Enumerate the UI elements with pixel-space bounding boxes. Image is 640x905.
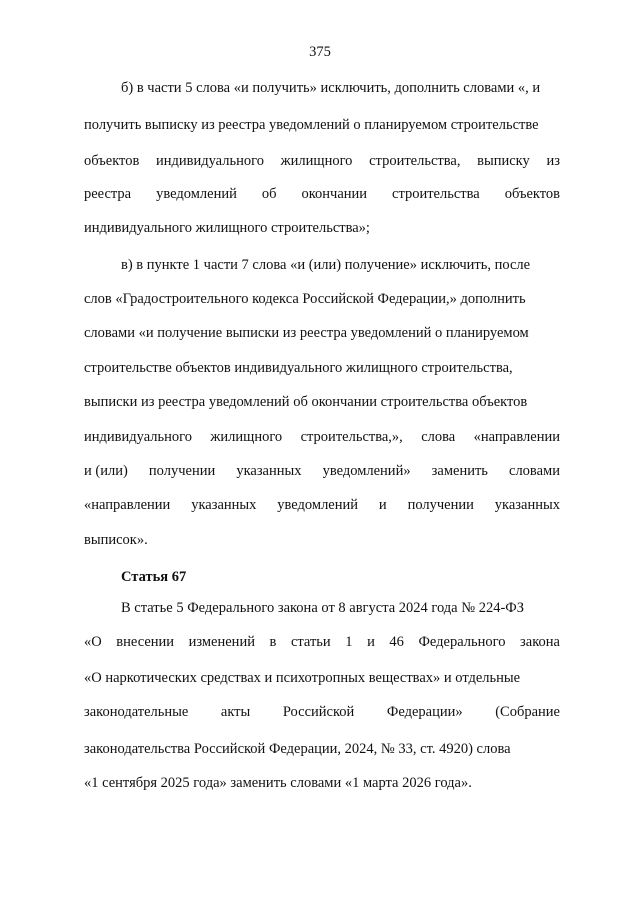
word: 46	[389, 634, 404, 650]
word: внесении	[116, 634, 175, 650]
paragraph-line	[84, 463, 560, 480]
word: получении	[407, 497, 474, 513]
word: указанных	[494, 497, 560, 513]
word: строительства	[392, 186, 480, 202]
word: законодательные	[84, 704, 189, 720]
word: об	[261, 186, 277, 202]
word: в	[269, 634, 277, 650]
word: и	[367, 634, 375, 650]
paragraph-line: индивидуального жилищного строительства»;	[84, 220, 370, 236]
word: (Собрание	[495, 704, 560, 720]
page-number: 375	[309, 44, 331, 60]
word: Российской	[282, 704, 355, 720]
word: указанных	[191, 497, 257, 513]
paragraph-line: «1 сентября 2025 года» заменить словами «1 марта 2026 года».	[84, 775, 472, 791]
word: получении	[148, 463, 216, 479]
word: Федерации»	[386, 704, 463, 720]
word: жилищного	[210, 429, 283, 445]
word: статьи	[290, 634, 331, 650]
paragraph-line: слов «Градостроительного кодекса Российской Федерации,» дополнить	[84, 291, 526, 307]
article-heading: Статья 67	[121, 569, 187, 585]
paragraph-line: б) в части 5 слова «и получить» исключить, дополнить словами «, и	[121, 80, 541, 96]
paragraph-line: В статье 5 Федерального закона от 8 августа 2024 года № 224-ФЗ	[121, 600, 525, 616]
paragraph-line: выписок».	[84, 532, 148, 548]
word: уведомлений	[156, 186, 237, 202]
word: объектов	[504, 186, 560, 202]
word: индивидуального	[155, 153, 264, 169]
word: словами	[509, 463, 560, 479]
word: 1	[345, 634, 353, 650]
word: уведомлений»	[322, 463, 411, 479]
paragraph-line	[84, 429, 560, 446]
word: и	[378, 497, 387, 513]
word: «направлении	[84, 497, 171, 513]
word: объектов	[84, 153, 140, 169]
paragraph-line: строительстве объектов индивидуального жилищного строительства,	[84, 360, 513, 376]
word: Федерального	[418, 634, 506, 650]
paragraph-line	[84, 497, 560, 514]
word: заменить	[431, 463, 488, 479]
paragraph-line: «О наркотических средствах и психотропных веществах» и отдельные	[84, 670, 521, 686]
word: уведомлений	[277, 497, 359, 513]
word: строительства,»,	[300, 429, 403, 445]
word: изменений	[188, 634, 255, 650]
word: реестра	[84, 186, 132, 202]
word: из	[546, 153, 560, 169]
word: закона	[520, 634, 560, 650]
paragraph-line	[84, 186, 560, 203]
word: окончании	[301, 186, 368, 202]
paragraph-line: выписки из реестра уведомлений об окончании строительства объектов	[84, 394, 528, 410]
paragraph-line: в) в пункте 1 части 7 слова «и (или) получение» исключить, после	[121, 257, 531, 273]
word: строительства,	[369, 153, 461, 169]
word: «О	[84, 634, 102, 650]
word: указанных	[236, 463, 302, 479]
paragraph-line	[84, 153, 560, 170]
word: индивидуального	[84, 429, 192, 445]
word: выписку	[477, 153, 530, 169]
paragraph-line: законодательства Российской Федерации, 2024, № 33, ст. 4920) слова	[84, 741, 511, 757]
word: слова	[421, 429, 456, 445]
word: акты	[220, 704, 251, 720]
paragraph-line	[84, 634, 560, 651]
paragraph-line: словами «и получение выписки из реестра уведомлений о планируемом	[84, 325, 529, 341]
word: «направлении	[473, 429, 560, 445]
paragraph-line	[84, 704, 560, 721]
word: жилищного	[280, 153, 353, 169]
paragraph-line: получить выписку из реестра уведомлений о планируемом строительстве	[84, 117, 539, 133]
word: и (или)	[84, 463, 128, 479]
